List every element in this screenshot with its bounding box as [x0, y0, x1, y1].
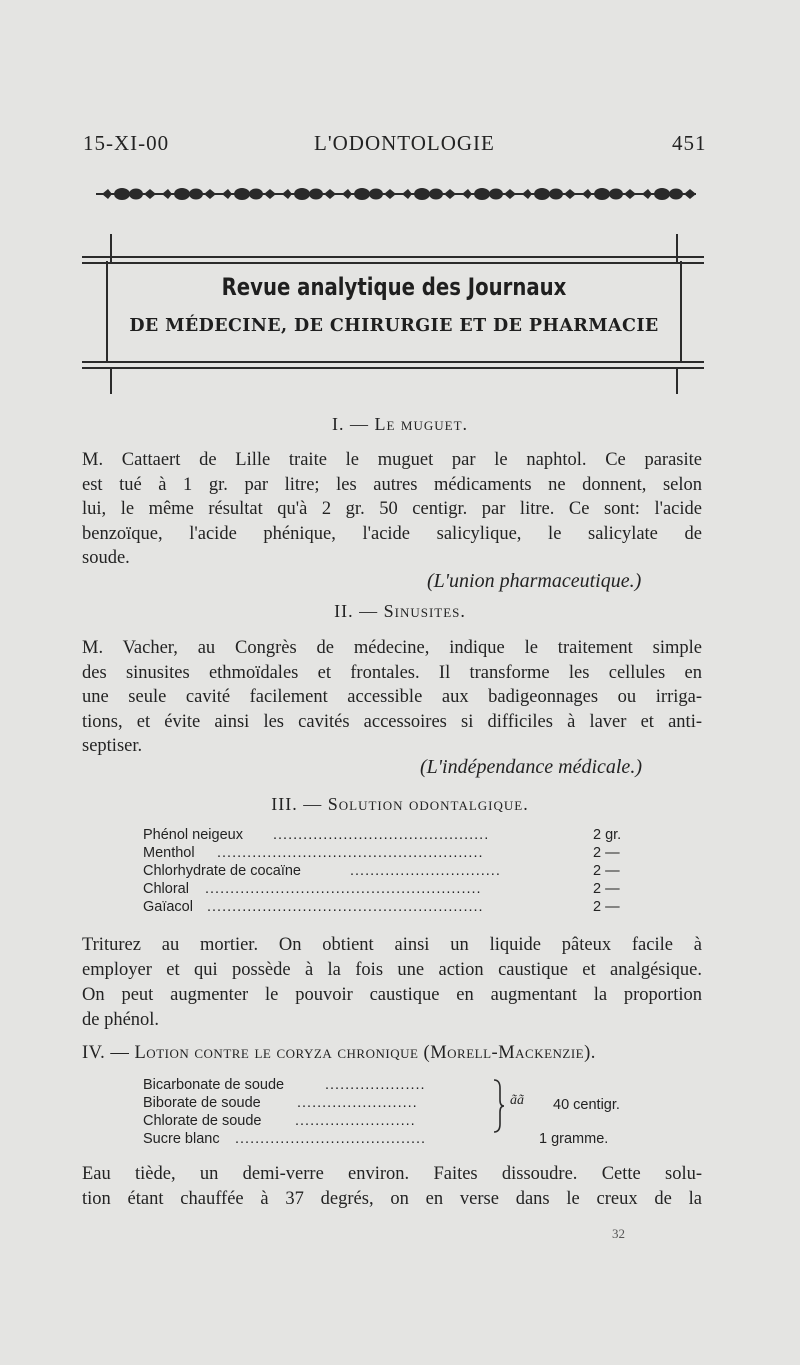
section-3-heading: III. — Solution odontalgique. [271, 794, 529, 814]
signature-mark: 32 [612, 1226, 625, 1241]
section-4-paragraph [82, 1162, 702, 1212]
leader-dots: ....................................................... [207, 899, 484, 915]
ingredient-qty: 2 — [593, 863, 620, 879]
text-line: Eau tiède, un demi-verre environ. Faites dissoudre. Cette solu- [82, 1164, 702, 1184]
section-2-paragraph [82, 636, 702, 759]
frame-post-bottom-right [676, 368, 678, 394]
text-line: soude. [82, 548, 130, 568]
text-line: On peut augmenter le pouvoir caustique en augmentant la proportion [82, 985, 702, 1005]
ingredient-qty: 1 gramme. [539, 1131, 609, 1147]
ingredient-name: Chloral [143, 881, 189, 897]
leader-dots: ....................................................... [205, 881, 482, 897]
ingredient-qty: 2 — [593, 845, 620, 861]
section-1-heading: I. — Le muguet. [331, 414, 469, 434]
title-line-1: Revue analytique des Journaux [221, 273, 567, 301]
section-4-heading: IV. — Lotion contre le coryza chronique (Morell-Mackenzie). [82, 1043, 596, 1063]
ingredient-qty: 2 gr. [593, 827, 622, 843]
text-line: tion étant chauffée à 37 degrés, on en verse dans le creux de la [82, 1189, 702, 1209]
ingredient-name: Sucre blanc [143, 1131, 220, 1147]
leader-dots: ........................................... [273, 827, 490, 843]
ingredient-name: Chlorhydrate de cocaïne [143, 863, 301, 879]
ingredient-name: Chlorate de soude [143, 1113, 262, 1129]
text-line: des sinusites ethmoïdales et frontales. Il transforme les cellules en [82, 662, 702, 683]
title-line-2: DE MÉDECINE, DE CHIRURGIE ET DE PHARMACIE [129, 316, 659, 336]
section-1-paragraph [82, 448, 702, 571]
leader-dots: .............................. [350, 863, 501, 879]
ingredient-name: Phénol neigeux [143, 827, 243, 843]
text-line: une seule cavité facilement accessible aux badigeonnages ou irriga- [82, 687, 702, 707]
frame-post-bottom-left [110, 368, 112, 394]
header-date: 15-XI-00 [83, 131, 170, 155]
ingredient-name: Menthol [143, 845, 195, 861]
ingredient-name: Bicarbonate de soude [143, 1077, 285, 1093]
text-line: tions, et évite ainsi les cavités accessoires si difficiles à laver et anti- [82, 711, 702, 732]
title-box [106, 261, 682, 361]
text-line: M. Cattaert de Lille traite le muguet par le naphtol. Ce parasite [82, 450, 702, 470]
text-line: de phénol. [82, 1010, 160, 1030]
header-journal: L'ODONTOLOGIE [314, 131, 495, 155]
leader-dots: .................... [325, 1077, 426, 1093]
ingredient-qty: 2 — [593, 881, 620, 897]
leader-dots: ...................................... [235, 1131, 427, 1147]
brace-abbreviation: ãã [510, 1093, 524, 1108]
text-line: est tué à 1 gr. par litre; les autres médicaments ne donnent, selon [82, 474, 702, 495]
text-line: benzoïque, l'acide phénique, l'acide salicylique, le salicylate de [82, 523, 702, 544]
leader-dots: ..................................................... [217, 845, 484, 861]
section-2-heading: II. — Sinusites. [334, 601, 466, 621]
curly-brace-icon [490, 1078, 506, 1134]
text-line: Triturez au mortier. On obtient ainsi un liquide pâteux facile à [82, 935, 702, 955]
ingredient-qty: 2 — [593, 899, 620, 915]
text-line: employer et qui possède à la fois une action caustique et analgésique. [82, 960, 702, 980]
frame-rule-bottom-inner [82, 361, 704, 363]
ingredient-name: Biborate de soude [143, 1095, 261, 1111]
leader-dots: ........................ [297, 1095, 418, 1111]
section-1-source: (L'union pharmaceutique.) [427, 570, 642, 592]
frame-rule-bottom-outer [82, 367, 704, 369]
ornament-band-icon [96, 183, 696, 205]
ingredient-name: Gaïacol [143, 899, 193, 915]
frame-rule-top-outer [82, 256, 704, 258]
text-line: septiser. [82, 736, 143, 756]
leader-dots: ........................ [295, 1113, 416, 1129]
section-2-source: (L'indépendance médicale.) [420, 756, 642, 778]
header-page-number: 451 [672, 131, 707, 155]
text-line: lui, le même résultat qu'à 2 gr. 50 centigr. par litre. Ce sont: l'acide [82, 499, 702, 519]
section-3-paragraph [82, 933, 702, 1033]
text-line: M. Vacher, au Congrès de médecine, indique le traitement simple [82, 638, 702, 658]
brace-quantity: 40 centigr. [553, 1097, 620, 1113]
